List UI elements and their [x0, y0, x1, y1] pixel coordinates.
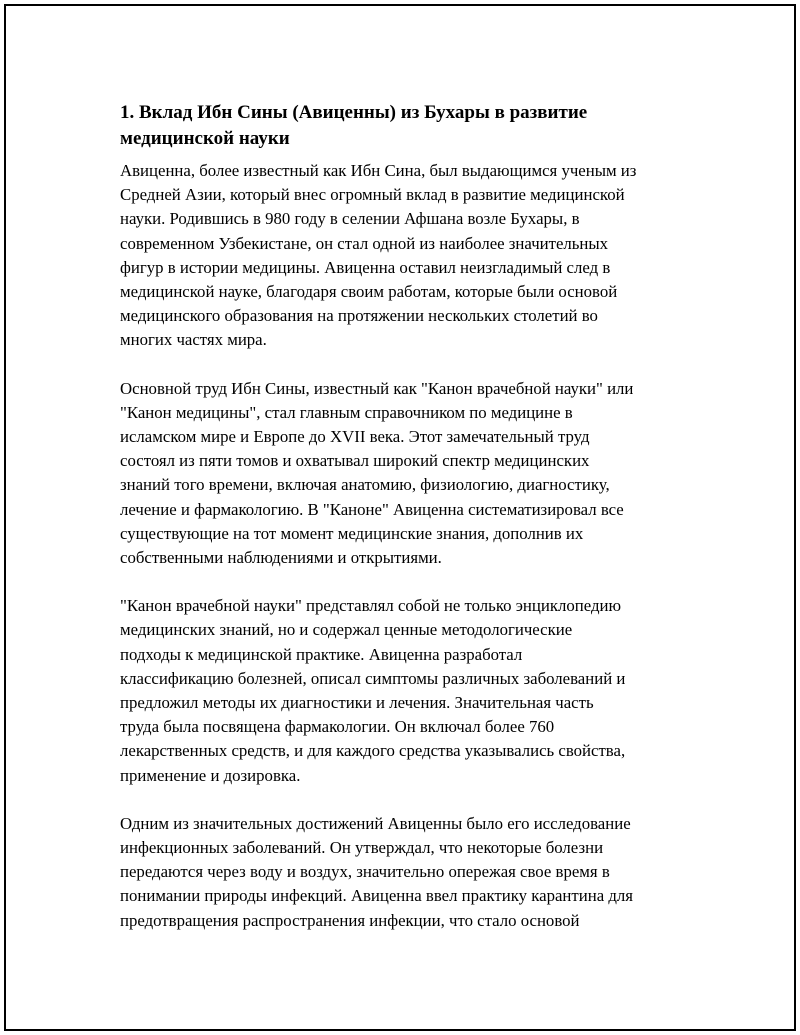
paragraph-infections: Одним из значительных достижений Авиценны было его исследование инфекционных заболеваний. Он утверждал, что некоторые болезни передаются через воду и воздух, значительно опережая свое время в понимании природы инфекций. Авиценна ввел практику карантина для предотвращения распространения инфекции, что стало основой: [120, 813, 633, 930]
section-heading: 1. Вклад Ибн Сины (Авиценны) из Бухары в развитие медицинской науки: [120, 102, 588, 149]
paragraph-methodology: "Канон врачебной науки" представлял собой не только энциклопедию медицинских знаний, но и содержал ценные методологические подходы к медицинской практике. Авиценна разработал классификацию болезней, описал симптомы различных заболеваний и предложил методы их диагностики и лечения. Значительная часть труда была посвящена фармакологии. Он включал более 760 лекарственных средств, и для каждого средства указывались свойства, применение и дозировка.: [120, 596, 626, 785]
page-frame: [4, 4, 796, 1031]
paragraph-canon: Основной труд Ибн Сины, известный как "Канон врачебной науки" или "Канон медицины", стал главным справочником по медицине в исламском мире и Европе до XVII века. Этот замечательный труд состоял из пяти томов и охватывал широкий спектр медицинских знаний того времени, включая анатомию, физиологию, диагностику, лечение и фармакологию. В "Каноне" Авиценна систематизировал все существующие на тот момент медицинские знания, дополнив их собственными наблюдениями и открытиями.: [120, 378, 634, 568]
document-body: [120, 100, 696, 957]
paragraph-intro: Авиценна, более известный как Ибн Сина, был выдающимся ученым из Средней Азии, который внес огромный вклад в развитие медицинской науки. Родившись в 980 году в селении Афшана возле Бухары, в современном Узбекистане, он стал одной из наиболее значительных фигур в истории медицины. Авиценна оставил неизгладимый след в медицинской науке, благодаря своим работам, которые были основой медицинского образования на протяжении нескольких столетий во многих частях мира.: [120, 161, 637, 350]
